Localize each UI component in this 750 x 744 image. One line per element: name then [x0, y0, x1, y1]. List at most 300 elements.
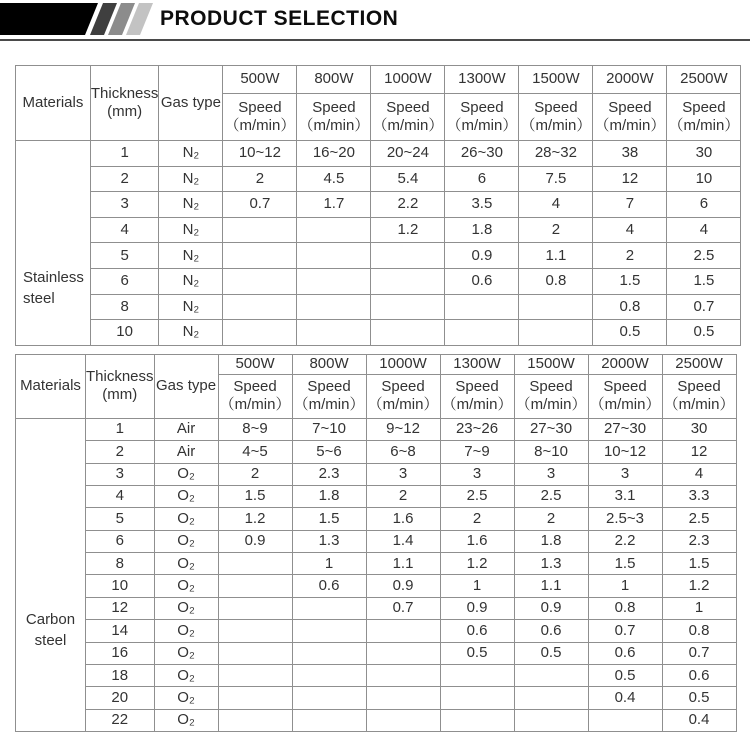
speed-cell: 38 — [593, 141, 667, 167]
table-row — [16, 709, 737, 731]
thickness-cell: 8 — [86, 553, 155, 575]
gas-cell: O₂ — [154, 597, 218, 619]
speed-cell: 2 — [440, 508, 514, 530]
speed-cell — [218, 709, 292, 731]
speed-cell: 20~24 — [371, 141, 445, 167]
thickness-cell: 20 — [86, 687, 155, 709]
speed-header-line1: Speed — [307, 377, 351, 395]
speed-header-cell — [519, 94, 593, 141]
speed-cell: 1.2 — [218, 508, 292, 530]
speed-cell — [514, 665, 588, 687]
speed-cell: 2.5 — [662, 508, 736, 530]
speed-cell: 23~26 — [440, 418, 514, 440]
speed-cell: 2 — [218, 463, 292, 485]
gas-cell: N₂ — [159, 166, 223, 192]
gas-cell: O₂ — [154, 575, 218, 597]
speed-cell: 0.7 — [667, 294, 741, 320]
speed-cell: 16~20 — [297, 141, 371, 167]
power-header-cell: 1500W — [514, 354, 588, 374]
speed-cell: 0.9 — [445, 243, 519, 269]
speed-cell: 1.6 — [440, 530, 514, 552]
speed-cell — [223, 268, 297, 294]
speed-cell: 1.1 — [514, 575, 588, 597]
thickness-cell: 10 — [90, 320, 159, 346]
speed-cell: 4~5 — [218, 441, 292, 463]
thickness-cell: 3 — [86, 463, 155, 485]
speed-cell: 0.9 — [366, 575, 440, 597]
speed-cell: 0.8 — [519, 268, 593, 294]
speed-cell: 12 — [593, 166, 667, 192]
gas-cell: N₂ — [159, 294, 223, 320]
speed-cell: 9~12 — [366, 418, 440, 440]
speed-cell: 4 — [593, 217, 667, 243]
speed-cell: 1.8 — [292, 485, 366, 507]
thickness-cell: 10 — [86, 575, 155, 597]
speed-cell: 2.5 — [514, 485, 588, 507]
speed-cell: 0.7 — [366, 597, 440, 619]
gas-type-header: Gas type — [154, 354, 218, 418]
speed-cell: 4 — [662, 463, 736, 485]
speed-cell: 0.6 — [588, 642, 662, 664]
speed-cell: 6~8 — [366, 441, 440, 463]
power-header-cell: 800W — [297, 66, 371, 94]
table-row — [16, 485, 737, 507]
speed-cell — [292, 620, 366, 642]
speed-cell — [366, 642, 440, 664]
speed-header-line1: Speed — [455, 377, 499, 395]
table-row — [16, 687, 737, 709]
speed-cell — [218, 665, 292, 687]
power-header-cell: 1300W — [440, 354, 514, 374]
speed-cell: 8~9 — [218, 418, 292, 440]
speed-cell: 0.6 — [662, 665, 736, 687]
thickness-header-line1: Thickness — [86, 367, 154, 385]
speed-header-line1: Speed — [381, 377, 425, 395]
table-row — [16, 642, 737, 664]
speed-header-cell — [593, 94, 667, 141]
speed-cell: 3.5 — [445, 192, 519, 218]
speed-cell: 1.8 — [514, 530, 588, 552]
speed-cell: 2.5 — [440, 485, 514, 507]
thickness-cell: 6 — [86, 530, 155, 552]
speed-cell: 0.6 — [440, 620, 514, 642]
speed-cell: 10~12 — [223, 141, 297, 167]
speed-cell — [519, 294, 593, 320]
speed-cell — [366, 620, 440, 642]
speed-cell: 7.5 — [519, 166, 593, 192]
gas-cell: O₂ — [154, 485, 218, 507]
thickness-cell: 5 — [90, 243, 159, 269]
materials-header: Materials — [16, 66, 91, 141]
speed-cell: 1.5 — [588, 553, 662, 575]
table-row — [16, 665, 737, 687]
speed-cell: 0.8 — [593, 294, 667, 320]
power-header-cell: 800W — [292, 354, 366, 374]
power-header-cell: 500W — [218, 354, 292, 374]
speed-cell: 5~6 — [292, 441, 366, 463]
speed-header-line1: Speed — [677, 377, 721, 395]
speed-cell: 0.5 — [514, 642, 588, 664]
speed-cell: 1.3 — [292, 530, 366, 552]
speed-cell: 4.5 — [297, 166, 371, 192]
thickness-cell: 3 — [90, 192, 159, 218]
thickness-header-line2: (mm) — [102, 386, 138, 404]
speed-cell: 5.4 — [371, 166, 445, 192]
speed-cell: 3 — [440, 463, 514, 485]
speed-cell: 1 — [440, 575, 514, 597]
speed-header-line2: （m/min） — [520, 117, 592, 134]
speed-cell: 7~9 — [440, 441, 514, 463]
speed-header-line1: Speed — [386, 98, 430, 116]
speed-cell: 6 — [445, 166, 519, 192]
speed-header-cell — [445, 94, 519, 141]
speed-header-line2: （m/min） — [224, 117, 296, 134]
banner-black-bar — [0, 3, 98, 35]
speed-header-line1: Speed — [460, 98, 504, 116]
speed-cell — [218, 620, 292, 642]
speed-cell — [514, 709, 588, 731]
speed-header-line2: （m/min） — [668, 117, 740, 134]
speed-cell: 10~12 — [588, 441, 662, 463]
speed-cell — [588, 709, 662, 731]
speed-cell — [371, 294, 445, 320]
thickness-header-line1: Thickness — [90, 84, 159, 102]
speed-cell: 3.3 — [662, 485, 736, 507]
speed-cell: 2 — [514, 508, 588, 530]
speed-cell: 2.3 — [662, 530, 736, 552]
speed-cell: 7~10 — [292, 418, 366, 440]
power-header-cell: 500W — [223, 66, 297, 94]
speed-cell — [292, 642, 366, 664]
speed-cell: 1.8 — [445, 217, 519, 243]
speed-header-line2: （m/min） — [663, 396, 735, 414]
table-header — [16, 66, 741, 141]
gas-cell: O₂ — [154, 553, 218, 575]
thickness-cell: 8 — [90, 294, 159, 320]
thickness-cell: 4 — [90, 217, 159, 243]
speed-header-line2: （m/min） — [441, 396, 513, 414]
speed-cell: 3 — [366, 463, 440, 485]
speed-cell — [297, 320, 371, 346]
power-header-cell: 2500W — [662, 354, 736, 374]
speed-cell: 1.5 — [218, 485, 292, 507]
speed-cell — [366, 709, 440, 731]
table-row — [16, 217, 741, 243]
table-header — [16, 354, 737, 418]
speed-header-cell — [223, 94, 297, 141]
table-row — [16, 620, 737, 642]
speed-cell: 3 — [588, 463, 662, 485]
table-row — [16, 553, 737, 575]
speed-cell: 6 — [667, 192, 741, 218]
speed-header-line1: Speed — [608, 98, 652, 116]
speed-cell: 0.5 — [588, 665, 662, 687]
speed-cell — [514, 687, 588, 709]
speed-cell — [440, 665, 514, 687]
speed-cell — [292, 687, 366, 709]
thickness-header — [90, 66, 159, 141]
speed-cell — [440, 687, 514, 709]
power-header-cell: 1500W — [519, 66, 593, 94]
speed-cell — [292, 597, 366, 619]
header-row-power — [16, 66, 741, 94]
speed-cell — [371, 243, 445, 269]
speed-cell: 1.7 — [297, 192, 371, 218]
thickness-cell: 2 — [90, 166, 159, 192]
speed-cell: 28~32 — [519, 141, 593, 167]
speed-cell — [223, 320, 297, 346]
speed-cell — [218, 597, 292, 619]
thickness-cell: 5 — [86, 508, 155, 530]
speed-cell: 2.2 — [588, 530, 662, 552]
speed-header-cell — [297, 94, 371, 141]
table-row — [16, 166, 741, 192]
material-label-carbon-steel: Carbon steel — [16, 418, 86, 731]
gas-cell: N₂ — [159, 217, 223, 243]
gas-cell: O₂ — [154, 687, 218, 709]
speed-header-cell — [371, 94, 445, 141]
speed-header-line2: （m/min） — [446, 117, 518, 134]
thickness-cell: 18 — [86, 665, 155, 687]
thickness-cell: 4 — [86, 485, 155, 507]
speed-cell — [297, 243, 371, 269]
speed-cell: 27~30 — [514, 418, 588, 440]
speed-cell: 0.9 — [440, 597, 514, 619]
speed-header-line1: Speed — [534, 98, 578, 116]
speed-cell: 2.5 — [667, 243, 741, 269]
spec-tables — [15, 65, 741, 732]
thickness-cell: 6 — [90, 268, 159, 294]
gas-cell: O₂ — [154, 665, 218, 687]
gas-cell: O₂ — [154, 620, 218, 642]
speed-header-cell — [366, 374, 440, 418]
table-row — [16, 508, 737, 530]
table-row — [16, 441, 737, 463]
gas-cell: N₂ — [159, 268, 223, 294]
table-row — [16, 141, 741, 167]
speed-cell — [440, 709, 514, 731]
speed-cell: 2.3 — [292, 463, 366, 485]
speed-cell: 0.9 — [514, 597, 588, 619]
speed-cell: 0.5 — [593, 320, 667, 346]
speed-cell: 8~10 — [514, 441, 588, 463]
speed-header-line2: （m/min） — [293, 396, 365, 414]
speed-cell — [371, 320, 445, 346]
speed-header-line2: （m/min） — [594, 117, 666, 134]
speed-cell: 1.6 — [366, 508, 440, 530]
speed-cell: 7 — [593, 192, 667, 218]
speed-header-cell — [588, 374, 662, 418]
gas-cell: N₂ — [159, 243, 223, 269]
speed-cell — [371, 268, 445, 294]
table-row — [16, 530, 737, 552]
speed-cell: 0.4 — [662, 709, 736, 731]
speed-cell — [519, 320, 593, 346]
speed-header-line2: （m/min） — [589, 396, 661, 414]
speed-cell: 12 — [662, 441, 736, 463]
speed-header-cell — [662, 374, 736, 418]
speed-header-line1: Speed — [312, 98, 356, 116]
speed-cell — [292, 665, 366, 687]
table-row — [16, 418, 737, 440]
speed-cell: 1.5 — [292, 508, 366, 530]
thickness-cell: 2 — [86, 441, 155, 463]
speed-cell: 2.2 — [371, 192, 445, 218]
speed-cell: 4 — [519, 192, 593, 218]
speed-cell: 0.6 — [514, 620, 588, 642]
speed-header-cell — [292, 374, 366, 418]
material-label-stainless-steel: Stainless steel — [16, 141, 91, 346]
speed-cell: 0.7 — [223, 192, 297, 218]
speed-cell — [445, 320, 519, 346]
speed-cell: 1 — [588, 575, 662, 597]
speed-cell: 30 — [662, 418, 736, 440]
speed-cell — [218, 575, 292, 597]
thickness-header — [86, 354, 155, 418]
speed-cell: 0.8 — [662, 620, 736, 642]
speed-cell: 10 — [667, 166, 741, 192]
gas-cell: O₂ — [154, 508, 218, 530]
speed-cell: 1.2 — [371, 217, 445, 243]
thickness-cell: 1 — [90, 141, 159, 167]
table-row — [16, 320, 741, 346]
power-header-cell: 1000W — [366, 354, 440, 374]
speed-cell: 30 — [667, 141, 741, 167]
speed-header-line1: Speed — [238, 98, 282, 116]
speed-cell: 0.8 — [588, 597, 662, 619]
speed-cell: 1.5 — [667, 268, 741, 294]
speed-cell — [297, 294, 371, 320]
gas-cell: O₂ — [154, 530, 218, 552]
speed-header-line1: Speed — [529, 377, 573, 395]
speed-cell — [445, 294, 519, 320]
speed-cell: 3.1 — [588, 485, 662, 507]
power-header-cell: 2000W — [593, 66, 667, 94]
speed-header-line2: （m/min） — [372, 117, 444, 134]
speed-header-line1: Speed — [233, 377, 277, 395]
table-row — [16, 243, 741, 269]
speed-header-cell — [667, 94, 741, 141]
thickness-header-line2: (mm) — [107, 103, 143, 120]
speed-cell: 2.5~3 — [588, 508, 662, 530]
gas-cell: O₂ — [154, 463, 218, 485]
speed-header-line1: Speed — [603, 377, 647, 395]
speed-cell: 1.3 — [514, 553, 588, 575]
speed-cell: 27~30 — [588, 418, 662, 440]
speed-cell — [223, 294, 297, 320]
table-body — [16, 141, 741, 346]
thickness-cell: 14 — [86, 620, 155, 642]
thickness-cell: 12 — [86, 597, 155, 619]
speed-cell: 3 — [514, 463, 588, 485]
speed-cell: 0.5 — [667, 320, 741, 346]
power-header-cell: 1000W — [371, 66, 445, 94]
speed-cell: 2 — [223, 166, 297, 192]
speed-cell: 1.1 — [519, 243, 593, 269]
table-row — [16, 294, 741, 320]
speed-header-line2: （m/min） — [515, 396, 587, 414]
power-header-cell: 2500W — [667, 66, 741, 94]
speed-header-cell — [440, 374, 514, 418]
speed-cell: 1.5 — [662, 553, 736, 575]
speed-cell — [366, 687, 440, 709]
speed-cell: 1.2 — [662, 575, 736, 597]
speed-cell: 2 — [366, 485, 440, 507]
speed-cell — [218, 553, 292, 575]
spec-table-carbon-steel — [15, 354, 737, 732]
speed-header-cell — [218, 374, 292, 418]
speed-cell: 1.5 — [593, 268, 667, 294]
speed-cell: 1.4 — [366, 530, 440, 552]
speed-cell: 0.4 — [588, 687, 662, 709]
gas-cell: O₂ — [154, 642, 218, 664]
speed-cell — [218, 687, 292, 709]
speed-cell — [297, 217, 371, 243]
spec-table-stainless-steel — [15, 65, 741, 346]
speed-cell: 4 — [667, 217, 741, 243]
thickness-cell: 16 — [86, 642, 155, 664]
header-divider — [0, 39, 750, 41]
gas-cell: N₂ — [159, 320, 223, 346]
page-title: PRODUCT SELECTION — [160, 7, 399, 30]
speed-cell: 2 — [519, 217, 593, 243]
speed-header-cell — [514, 374, 588, 418]
speed-cell: 1.2 — [440, 553, 514, 575]
speed-cell: 1.1 — [366, 553, 440, 575]
header-row-power — [16, 354, 737, 374]
thickness-cell: 1 — [86, 418, 155, 440]
speed-cell — [292, 709, 366, 731]
table-row — [16, 268, 741, 294]
thickness-cell: 22 — [86, 709, 155, 731]
gas-cell: N₂ — [159, 192, 223, 218]
table-row — [16, 597, 737, 619]
gas-cell: Air — [154, 418, 218, 440]
materials-header: Materials — [16, 354, 86, 418]
speed-cell — [297, 268, 371, 294]
gas-cell: Air — [154, 441, 218, 463]
power-header-cell: 2000W — [588, 354, 662, 374]
speed-header-line1: Speed — [682, 98, 726, 116]
speed-cell: 0.6 — [445, 268, 519, 294]
gas-cell: O₂ — [154, 709, 218, 731]
speed-cell: 1 — [292, 553, 366, 575]
speed-cell: 0.9 — [218, 530, 292, 552]
gas-type-header: Gas type — [159, 66, 223, 141]
speed-cell: 0.6 — [292, 575, 366, 597]
speed-cell: 2 — [593, 243, 667, 269]
speed-header-line2: （m/min） — [219, 396, 291, 414]
power-header-cell: 1300W — [445, 66, 519, 94]
speed-header-line2: （m/min） — [298, 117, 370, 134]
table-row — [16, 192, 741, 218]
speed-cell: 0.7 — [662, 642, 736, 664]
table-row — [16, 575, 737, 597]
speed-cell: 0.5 — [662, 687, 736, 709]
speed-cell: 1 — [662, 597, 736, 619]
gas-cell: N₂ — [159, 141, 223, 167]
speed-header-line2: （m/min） — [367, 396, 439, 414]
speed-cell: 26~30 — [445, 141, 519, 167]
table-row — [16, 463, 737, 485]
speed-cell: 0.5 — [440, 642, 514, 664]
table-body — [16, 418, 737, 731]
speed-cell — [366, 665, 440, 687]
speed-cell: 0.7 — [588, 620, 662, 642]
speed-cell — [223, 217, 297, 243]
speed-cell — [223, 243, 297, 269]
speed-cell — [218, 642, 292, 664]
